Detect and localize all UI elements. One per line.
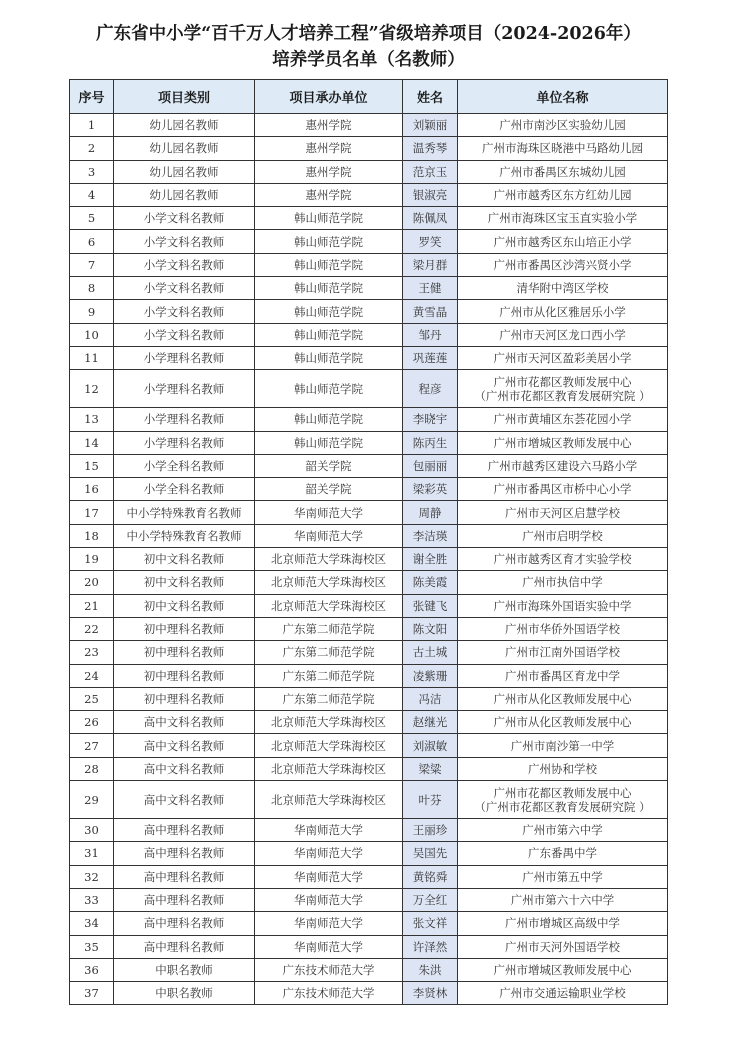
row-unit: 广州市天河外国语学校 bbox=[458, 935, 668, 958]
row-host: 广东技术师范大学 bbox=[255, 982, 403, 1005]
row-category: 小学理科名教师 bbox=[114, 408, 255, 431]
row-name: 万全红 bbox=[403, 888, 458, 911]
row-unit: 广州市天河区启慧学校 bbox=[458, 501, 668, 524]
row-category: 初中文科名教师 bbox=[114, 594, 255, 617]
row-host: 华南师范大学 bbox=[255, 888, 403, 911]
row-name: 陈丙生 bbox=[403, 431, 458, 454]
row-unit bbox=[458, 370, 668, 408]
row-host: 华南师范大学 bbox=[255, 524, 403, 547]
row-unit: 广州市南沙区实验幼儿园 bbox=[458, 114, 668, 137]
row-host: 北京师范大学珠海校区 bbox=[255, 781, 403, 819]
row-number: 16 bbox=[70, 478, 114, 501]
row-category: 初中理科名教师 bbox=[114, 617, 255, 640]
row-number: 5 bbox=[70, 207, 114, 230]
row-category: 小学理科名教师 bbox=[114, 370, 255, 408]
row-name: 巩莲莲 bbox=[403, 346, 458, 369]
row-number: 7 bbox=[70, 253, 114, 276]
header-no: 序号 bbox=[70, 80, 114, 114]
row-host: 韩山师范学院 bbox=[255, 253, 403, 276]
header-category: 项目类别 bbox=[114, 80, 255, 114]
row-name: 陈文阳 bbox=[403, 617, 458, 640]
row-host: 北京师范大学珠海校区 bbox=[255, 711, 403, 734]
row-number: 18 bbox=[70, 524, 114, 547]
row-host: 北京师范大学珠海校区 bbox=[255, 734, 403, 757]
unit-line-1: 广州市花都区教师发展中心 bbox=[493, 785, 632, 800]
row-number: 3 bbox=[70, 160, 114, 183]
row-host: 韩山师范学院 bbox=[255, 370, 403, 408]
row-number: 13 bbox=[70, 408, 114, 431]
row-name: 银淑亮 bbox=[403, 183, 458, 206]
row-category: 初中理科名教师 bbox=[114, 641, 255, 664]
row-category: 初中文科名教师 bbox=[114, 548, 255, 571]
row-name: 赵继光 bbox=[403, 711, 458, 734]
row-number: 12 bbox=[70, 370, 114, 408]
row-unit: 广州市执信中学 bbox=[458, 571, 668, 594]
row-host: 华南师范大学 bbox=[255, 819, 403, 842]
row-number: 9 bbox=[70, 300, 114, 323]
row-unit: 广州市增城区教师发展中心 bbox=[458, 431, 668, 454]
row-number: 29 bbox=[70, 781, 114, 819]
row-number: 21 bbox=[70, 594, 114, 617]
row-unit: 广州市番禺区沙湾兴贤小学 bbox=[458, 253, 668, 276]
row-category: 中小学特殊教育名教师 bbox=[114, 501, 255, 524]
table-row bbox=[70, 370, 668, 408]
row-host: 惠州学院 bbox=[255, 114, 403, 137]
row-host: 韩山师范学院 bbox=[255, 277, 403, 300]
row-name: 王健 bbox=[403, 277, 458, 300]
row-host: 广东第二师范学院 bbox=[255, 664, 403, 687]
row-category: 高中理科名教师 bbox=[114, 935, 255, 958]
row-unit: 广州市海珠区晓港中马路幼儿园 bbox=[458, 137, 668, 160]
row-number: 37 bbox=[70, 982, 114, 1005]
row-host: 韩山师范学院 bbox=[255, 346, 403, 369]
table-row bbox=[70, 300, 668, 323]
row-category: 中职名教师 bbox=[114, 982, 255, 1005]
row-category: 小学文科名教师 bbox=[114, 207, 255, 230]
table-row bbox=[70, 842, 668, 865]
row-host: 广东第二师范学院 bbox=[255, 617, 403, 640]
row-category: 初中理科名教师 bbox=[114, 687, 255, 710]
row-unit: 广州市从化区雅居乐小学 bbox=[458, 300, 668, 323]
row-number: 11 bbox=[70, 346, 114, 369]
table-body bbox=[70, 114, 668, 1005]
row-unit: 广州协和学校 bbox=[458, 757, 668, 780]
header-host: 项目承办单位 bbox=[255, 80, 403, 114]
row-name: 张文祥 bbox=[403, 912, 458, 935]
row-name: 刘淑敏 bbox=[403, 734, 458, 757]
row-unit: 广州市番禺区市桥中心小学 bbox=[458, 478, 668, 501]
row-host: 广东第二师范学院 bbox=[255, 641, 403, 664]
table-row bbox=[70, 912, 668, 935]
row-number: 4 bbox=[70, 183, 114, 206]
row-host: 北京师范大学珠海校区 bbox=[255, 757, 403, 780]
header-unit: 单位名称 bbox=[458, 80, 668, 114]
row-number: 1 bbox=[70, 114, 114, 137]
row-unit: 广州市越秀区育才实验学校 bbox=[458, 548, 668, 571]
row-name: 朱洪 bbox=[403, 958, 458, 981]
row-unit: 广州市越秀区东山培正小学 bbox=[458, 230, 668, 253]
unit-line-1: 广州市花都区教师发展中心 bbox=[493, 374, 632, 389]
row-name: 吴国先 bbox=[403, 842, 458, 865]
row-unit: 广州市海珠外国语实验中学 bbox=[458, 594, 668, 617]
row-host: 华南师范大学 bbox=[255, 935, 403, 958]
row-unit: 广州市从化区教师发展中心 bbox=[458, 711, 668, 734]
row-name: 梁彩英 bbox=[403, 478, 458, 501]
row-name: 邹丹 bbox=[403, 323, 458, 346]
table-row bbox=[70, 888, 668, 911]
row-name: 梁月群 bbox=[403, 253, 458, 276]
document-subtitle: 培养学员名单（名教师） bbox=[272, 50, 465, 70]
row-host: 惠州学院 bbox=[255, 183, 403, 206]
table-row bbox=[70, 346, 668, 369]
table-row bbox=[70, 114, 668, 137]
table-row bbox=[70, 277, 668, 300]
row-name: 罗笑 bbox=[403, 230, 458, 253]
row-unit: 广州市第六十六中学 bbox=[458, 888, 668, 911]
row-name: 梁粱 bbox=[403, 757, 458, 780]
row-host: 北京师范大学珠海校区 bbox=[255, 571, 403, 594]
row-name: 冯洁 bbox=[403, 687, 458, 710]
row-host: 韶关学院 bbox=[255, 454, 403, 477]
row-host: 北京师范大学珠海校区 bbox=[255, 548, 403, 571]
row-name: 张键飞 bbox=[403, 594, 458, 617]
row-number: 6 bbox=[70, 230, 114, 253]
document-title: 广东省中小学“百千万人才培养工程”省级培养项目（2024-2026年） bbox=[96, 24, 641, 44]
row-number: 8 bbox=[70, 277, 114, 300]
row-unit: 广州市黄埔区东荟花园小学 bbox=[458, 408, 668, 431]
table-row bbox=[70, 137, 668, 160]
row-host: 惠州学院 bbox=[255, 137, 403, 160]
row-unit: 清华附中湾区学校 bbox=[458, 277, 668, 300]
row-number: 31 bbox=[70, 842, 114, 865]
row-unit: 广州市越秀区东方红幼儿园 bbox=[458, 183, 668, 206]
row-category: 高中文科名教师 bbox=[114, 781, 255, 819]
row-category: 高中理科名教师 bbox=[114, 842, 255, 865]
table-row bbox=[70, 571, 668, 594]
row-category: 中职名教师 bbox=[114, 958, 255, 981]
row-category: 小学文科名教师 bbox=[114, 323, 255, 346]
table-row bbox=[70, 160, 668, 183]
row-unit: 广州市海珠区宝玉直实验小学 bbox=[458, 207, 668, 230]
row-host: 华南师范大学 bbox=[255, 842, 403, 865]
row-host: 韩山师范学院 bbox=[255, 230, 403, 253]
row-category: 小学全科名教师 bbox=[114, 454, 255, 477]
row-category: 小学文科名教师 bbox=[114, 230, 255, 253]
trainee-table bbox=[69, 79, 668, 1005]
table-row bbox=[70, 524, 668, 547]
row-category: 幼儿园名教师 bbox=[114, 160, 255, 183]
row-category: 高中文科名教师 bbox=[114, 711, 255, 734]
row-number: 19 bbox=[70, 548, 114, 571]
row-unit: 广州市增城区教师发展中心 bbox=[458, 958, 668, 981]
row-host: 韩山师范学院 bbox=[255, 408, 403, 431]
row-host: 北京师范大学珠海校区 bbox=[255, 594, 403, 617]
table-row bbox=[70, 865, 668, 888]
row-name: 黄雪晶 bbox=[403, 300, 458, 323]
row-category: 小学理科名教师 bbox=[114, 431, 255, 454]
table-row bbox=[70, 478, 668, 501]
table-row bbox=[70, 230, 668, 253]
row-unit: 广东番禺中学 bbox=[458, 842, 668, 865]
row-unit: 广州市增城区高级中学 bbox=[458, 912, 668, 935]
table-row bbox=[70, 548, 668, 571]
row-number: 33 bbox=[70, 888, 114, 911]
row-name: 李洁瑛 bbox=[403, 524, 458, 547]
row-number: 35 bbox=[70, 935, 114, 958]
row-number: 36 bbox=[70, 958, 114, 981]
row-name: 叶芬 bbox=[403, 781, 458, 819]
row-number: 34 bbox=[70, 912, 114, 935]
row-name: 包丽丽 bbox=[403, 454, 458, 477]
row-category: 高中理科名教师 bbox=[114, 888, 255, 911]
row-category: 高中理科名教师 bbox=[114, 819, 255, 842]
row-number: 14 bbox=[70, 431, 114, 454]
table-row bbox=[70, 935, 668, 958]
row-number: 32 bbox=[70, 865, 114, 888]
row-host: 华南师范大学 bbox=[255, 501, 403, 524]
row-number: 22 bbox=[70, 617, 114, 640]
table-row bbox=[70, 408, 668, 431]
row-host: 韩山师范学院 bbox=[255, 323, 403, 346]
row-category: 幼儿园名教师 bbox=[114, 114, 255, 137]
row-category: 中小学特殊教育名教师 bbox=[114, 524, 255, 547]
row-name: 周静 bbox=[403, 501, 458, 524]
row-number: 15 bbox=[70, 454, 114, 477]
row-name: 李贤林 bbox=[403, 982, 458, 1005]
row-host: 韩山师范学院 bbox=[255, 431, 403, 454]
row-name: 范京玉 bbox=[403, 160, 458, 183]
row-name: 陈佩凤 bbox=[403, 207, 458, 230]
row-unit: 广州市第六中学 bbox=[458, 819, 668, 842]
table-row bbox=[70, 958, 668, 981]
row-name: 黄铭舜 bbox=[403, 865, 458, 888]
table-row bbox=[70, 781, 668, 819]
row-name: 温秀琴 bbox=[403, 137, 458, 160]
row-name: 许泽然 bbox=[403, 935, 458, 958]
row-host: 广东技术师范大学 bbox=[255, 958, 403, 981]
row-name: 陈美霞 bbox=[403, 571, 458, 594]
table-row bbox=[70, 711, 668, 734]
table-row bbox=[70, 253, 668, 276]
row-unit: 广州市江南外国语学校 bbox=[458, 641, 668, 664]
row-category: 初中理科名教师 bbox=[114, 664, 255, 687]
table-row bbox=[70, 641, 668, 664]
row-unit: 广州市番禺区东城幼儿园 bbox=[458, 160, 668, 183]
table-header-row bbox=[70, 80, 668, 114]
row-unit bbox=[458, 781, 668, 819]
row-category: 高中理科名教师 bbox=[114, 865, 255, 888]
table-row bbox=[70, 183, 668, 206]
row-name: 古土城 bbox=[403, 641, 458, 664]
row-unit: 广州市天河区龙口西小学 bbox=[458, 323, 668, 346]
row-unit: 广州市交通运输职业学校 bbox=[458, 982, 668, 1005]
row-unit: 广州市第五中学 bbox=[458, 865, 668, 888]
row-name: 凌紫珊 bbox=[403, 664, 458, 687]
unit-line-2: （广州市花都区教育发展研究院 ） bbox=[474, 388, 651, 403]
row-category: 小学文科名教师 bbox=[114, 277, 255, 300]
row-host: 华南师范大学 bbox=[255, 865, 403, 888]
row-number: 27 bbox=[70, 734, 114, 757]
table-row bbox=[70, 664, 668, 687]
table-row bbox=[70, 431, 668, 454]
row-host: 韩山师范学院 bbox=[255, 300, 403, 323]
row-number: 30 bbox=[70, 819, 114, 842]
table-row bbox=[70, 594, 668, 617]
table-row bbox=[70, 757, 668, 780]
row-unit: 广州市番禺区育龙中学 bbox=[458, 664, 668, 687]
row-host: 惠州学院 bbox=[255, 160, 403, 183]
row-name: 谢全胜 bbox=[403, 548, 458, 571]
table-row bbox=[70, 501, 668, 524]
table-row bbox=[70, 323, 668, 346]
row-category: 高中理科名教师 bbox=[114, 912, 255, 935]
table-row bbox=[70, 687, 668, 710]
row-category: 幼儿园名教师 bbox=[114, 137, 255, 160]
row-name: 王丽珍 bbox=[403, 819, 458, 842]
row-number: 17 bbox=[70, 501, 114, 524]
row-host: 韩山师范学院 bbox=[255, 207, 403, 230]
table-row bbox=[70, 207, 668, 230]
unit-line-2: （广州市花都区教育发展研究院 ） bbox=[474, 799, 651, 814]
header-name: 姓名 bbox=[403, 80, 458, 114]
row-unit: 广州市华侨外国语学校 bbox=[458, 617, 668, 640]
table-row bbox=[70, 454, 668, 477]
row-category: 高中文科名教师 bbox=[114, 757, 255, 780]
row-unit: 广州市天河区盈彩美居小学 bbox=[458, 346, 668, 369]
row-number: 23 bbox=[70, 641, 114, 664]
row-host: 韶关学院 bbox=[255, 478, 403, 501]
row-unit: 广州市启明学校 bbox=[458, 524, 668, 547]
table-row bbox=[70, 617, 668, 640]
table-row bbox=[70, 982, 668, 1005]
row-number: 10 bbox=[70, 323, 114, 346]
row-host: 华南师范大学 bbox=[255, 912, 403, 935]
row-category: 小学文科名教师 bbox=[114, 300, 255, 323]
row-number: 24 bbox=[70, 664, 114, 687]
row-number: 25 bbox=[70, 687, 114, 710]
table-row bbox=[70, 819, 668, 842]
row-category: 高中文科名教师 bbox=[114, 734, 255, 757]
row-number: 20 bbox=[70, 571, 114, 594]
row-number: 2 bbox=[70, 137, 114, 160]
row-name: 李晓宇 bbox=[403, 408, 458, 431]
row-category: 初中文科名教师 bbox=[114, 571, 255, 594]
row-category: 幼儿园名教师 bbox=[114, 183, 255, 206]
row-number: 26 bbox=[70, 711, 114, 734]
row-host: 广东第二师范学院 bbox=[255, 687, 403, 710]
row-category: 小学文科名教师 bbox=[114, 253, 255, 276]
row-category: 小学全科名教师 bbox=[114, 478, 255, 501]
row-category: 小学理科名教师 bbox=[114, 346, 255, 369]
table-row bbox=[70, 734, 668, 757]
row-unit: 广州市越秀区建设六马路小学 bbox=[458, 454, 668, 477]
row-unit: 广州市从化区教师发展中心 bbox=[458, 687, 668, 710]
row-unit: 广州市南沙第一中学 bbox=[458, 734, 668, 757]
row-name: 刘颖丽 bbox=[403, 114, 458, 137]
row-number: 28 bbox=[70, 757, 114, 780]
row-name: 程彦 bbox=[403, 370, 458, 408]
